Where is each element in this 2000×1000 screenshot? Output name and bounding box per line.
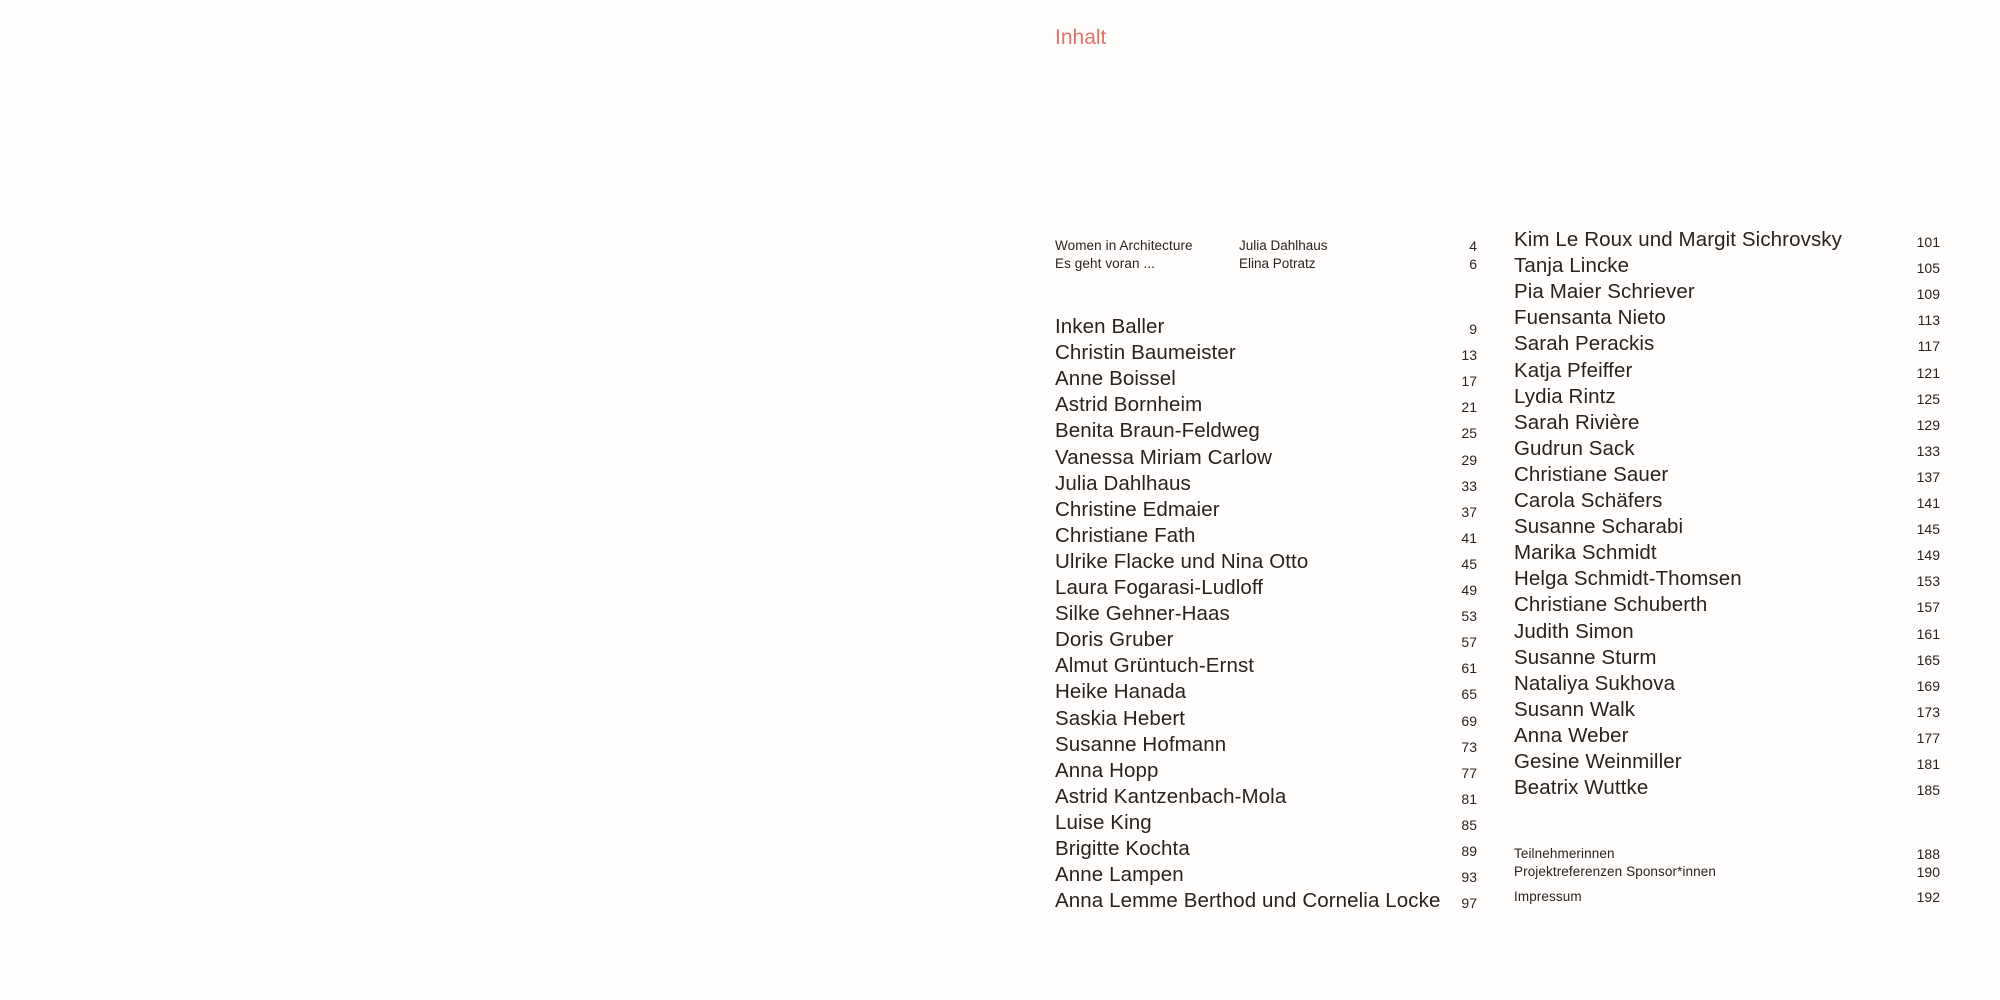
toc-entry-title: Almut Grüntuch-Ernst xyxy=(1055,654,1255,678)
toc-entry-title: Lydia Rintz xyxy=(1514,384,1616,408)
toc-entry-page-number: 13 xyxy=(1461,347,1477,364)
toc-entry-page-number: 169 xyxy=(1916,677,1940,694)
toc-entry-title: Silke Gehner-Haas xyxy=(1055,602,1230,626)
toc-entry xyxy=(1514,306,1940,332)
toc-entry-page-number: 9 xyxy=(1469,321,1477,338)
toc-entry-title: Anne Lampen xyxy=(1055,863,1184,887)
toc-entry xyxy=(1055,654,1477,680)
toc-entry xyxy=(1055,419,1477,445)
toc-entry-page-number: 69 xyxy=(1461,712,1477,729)
toc-entry-title: Fuensanta Nieto xyxy=(1514,306,1666,330)
toc-entry xyxy=(1514,593,1940,619)
toc-entry-title: Helga Schmidt-Thomsen xyxy=(1514,567,1742,591)
toc-entry xyxy=(1055,445,1477,471)
toc-entry-page-number: 49 xyxy=(1461,582,1477,599)
toc-entry xyxy=(1514,863,1940,882)
toc-entry xyxy=(1514,489,1940,515)
toc-entry-title: Astrid Kantzenbach-Mola xyxy=(1055,784,1287,808)
toc-entry xyxy=(1514,724,1940,750)
toc-entry xyxy=(1055,315,1477,341)
toc-entry xyxy=(1055,785,1477,811)
toc-entry-title: Anna Lemme Berthod und Cornelia Locke xyxy=(1055,889,1441,913)
toc-entry-page-number: 177 xyxy=(1916,729,1940,746)
toc-entry-title: Laura Fogarasi-Ludloff xyxy=(1055,576,1264,600)
toc-entry-page-number: 4 xyxy=(1469,237,1477,254)
toc-entry-title: Christine Edmaier xyxy=(1055,497,1220,521)
toc-entry xyxy=(1514,358,1940,384)
toc-entry-title: Marika Schmidt xyxy=(1514,541,1657,565)
toc-entry-page-number: 192 xyxy=(1916,888,1940,905)
toc-entry xyxy=(1055,706,1477,732)
toc-entry-page-number: 190 xyxy=(1916,864,1940,881)
toc-right-column xyxy=(1514,228,1940,906)
toc-entry-page-number: 121 xyxy=(1916,364,1940,381)
toc-entry xyxy=(1514,385,1940,411)
toc-entry-title: Women in Architecture xyxy=(1055,237,1193,253)
toc-entry-page-number: 141 xyxy=(1916,495,1940,512)
toc-entry xyxy=(1055,837,1477,863)
toc-entry xyxy=(1514,254,1940,280)
toc-entry xyxy=(1514,887,1940,906)
toc-entry-title: Projektreferenzen Sponsor*innen xyxy=(1514,864,1716,880)
toc-entry-title: Vanessa Miriam Carlow xyxy=(1055,445,1273,469)
toc-entry xyxy=(1055,472,1477,498)
toc-entry xyxy=(1514,750,1940,776)
toc-entry-page-number: 65 xyxy=(1461,686,1477,703)
toc-entry xyxy=(1055,393,1477,419)
toc-entry-page-number: 29 xyxy=(1461,451,1477,468)
toc-entry-title: Carola Schäfers xyxy=(1514,489,1663,513)
toc-entry-title: Astrid Bornheim xyxy=(1055,393,1203,417)
toc-entry-title: Kim Le Roux und Margit Sichrovsky xyxy=(1514,228,1843,252)
toc-entry xyxy=(1055,236,1477,255)
toc-entry-title: Beatrix Wuttke xyxy=(1514,776,1649,800)
toc-entry-page-number: 61 xyxy=(1461,660,1477,677)
toc-entry-title: Christin Baumeister xyxy=(1055,341,1236,365)
toc-entry xyxy=(1514,844,1940,863)
toc-entry xyxy=(1514,463,1940,489)
toc-entry-page-number: 145 xyxy=(1916,521,1940,538)
toc-entry xyxy=(1055,811,1477,837)
toc-entry-page-number: 129 xyxy=(1916,416,1940,433)
toc-entry xyxy=(1514,567,1940,593)
toc-entry xyxy=(1055,255,1477,274)
toc-entry-title: Ulrike Flacke und Nina Otto xyxy=(1055,549,1309,573)
toc-entry-page-number: 25 xyxy=(1461,425,1477,442)
toc-entry xyxy=(1514,698,1940,724)
toc-entry-page-number: 165 xyxy=(1916,651,1940,668)
toc-entry xyxy=(1055,733,1477,759)
toc-entry-title: Susanne Hofmann xyxy=(1055,732,1227,756)
toc-entry-page-number: 133 xyxy=(1916,442,1940,459)
toc-entry-page-number: 117 xyxy=(1917,338,1940,355)
toc-entry-title: Anne Boissel xyxy=(1055,367,1176,391)
toc-entry-page-number: 33 xyxy=(1461,477,1477,494)
toc-entry-page-number: 101 xyxy=(1916,234,1940,251)
toc-entry-title: Tanja Lincke xyxy=(1514,254,1630,278)
toc-entry-title: Sarah Perackis xyxy=(1514,332,1655,356)
toc-entry-title: Susanne Sturm xyxy=(1514,645,1657,669)
toc-entry-title: Christiane Fath xyxy=(1055,523,1196,547)
toc-entry-page-number: 77 xyxy=(1461,764,1477,781)
toc-entry-title: Susanne Scharabi xyxy=(1514,515,1684,539)
toc-entry-page-number: 85 xyxy=(1461,816,1477,833)
toc-entry-title: Impressum xyxy=(1514,888,1582,904)
toc-entry-title: Saskia Hebert xyxy=(1055,706,1186,730)
toc-entry-title: Katja Pfeiffer xyxy=(1514,358,1633,382)
toc-entry xyxy=(1055,628,1477,654)
spacer xyxy=(1055,273,1477,315)
toc-entry-title: Es geht voran ... xyxy=(1055,256,1156,271)
toc-entry-title: Judith Simon xyxy=(1514,619,1634,643)
toc-entry-page-number: 81 xyxy=(1461,790,1477,807)
spacer xyxy=(1514,802,1940,844)
toc-entry-title: Gudrun Sack xyxy=(1514,436,1635,460)
toc-entry-author: Julia Dahlhaus xyxy=(1239,237,1328,253)
toc-entry-title: Heike Hanada xyxy=(1055,680,1187,704)
toc-entry-page-number: 153 xyxy=(1916,573,1940,590)
toc-entry-title: Nataliya Sukhova xyxy=(1514,671,1676,695)
toc-entry-title: Teilnehmerinnen xyxy=(1514,845,1615,861)
toc-entry-title: Pia Maier Schriever xyxy=(1514,280,1695,304)
toc-entry xyxy=(1514,672,1940,698)
toc-entry xyxy=(1514,619,1940,645)
toc-entry-page-number: 93 xyxy=(1461,869,1477,886)
toc-entry-page-number: 17 xyxy=(1461,373,1477,390)
toc-entry xyxy=(1514,646,1940,672)
toc-entry xyxy=(1055,863,1477,889)
toc-entry-page-number: 53 xyxy=(1461,608,1477,625)
toc-entry xyxy=(1514,411,1940,437)
toc-entry-page-number: 6 xyxy=(1469,256,1477,272)
toc-entry-page-number: 181 xyxy=(1916,755,1940,772)
toc-entry-title: Brigitte Kochta xyxy=(1055,836,1190,860)
toc-left-column xyxy=(1055,236,1477,915)
toc-entry-title: Inken Baller xyxy=(1055,315,1165,339)
toc-entry xyxy=(1055,576,1477,602)
toc-entry-page-number: 41 xyxy=(1461,529,1477,546)
toc-entry-title: Benita Braun-Feldweg xyxy=(1055,419,1260,443)
toc-entry-page-number: 105 xyxy=(1916,260,1940,277)
toc-entry xyxy=(1514,776,1940,802)
toc-entry-page-number: 137 xyxy=(1916,468,1940,485)
toc-entry-title: Gesine Weinmiller xyxy=(1514,749,1682,773)
page-title: Inhalt xyxy=(1055,26,1107,49)
toc-entry-page-number: 173 xyxy=(1916,703,1940,720)
toc-entry-page-number: 125 xyxy=(1916,390,1940,407)
toc-entry-page-number: 109 xyxy=(1916,286,1940,303)
toc-entry xyxy=(1514,228,1940,254)
toc-entry-page-number: 73 xyxy=(1461,738,1477,755)
toc-entry-page-number: 89 xyxy=(1461,842,1477,859)
toc-entry-title: Anna Weber xyxy=(1514,723,1629,747)
toc-entry-title: Luise King xyxy=(1055,810,1152,834)
toc-entry-title: Sarah Rivière xyxy=(1514,410,1640,434)
toc-entry xyxy=(1514,332,1940,358)
toc-entry xyxy=(1514,280,1940,306)
toc-entry xyxy=(1514,541,1940,567)
toc-entry-title: Christiane Sauer xyxy=(1514,462,1669,486)
toc-entry-page-number: 113 xyxy=(1917,312,1940,329)
toc-entry xyxy=(1055,524,1477,550)
toc-entry-page-number: 188 xyxy=(1916,845,1940,862)
toc-entry-title: Christiane Schuberth xyxy=(1514,593,1708,617)
toc-entry-page-number: 161 xyxy=(1916,625,1940,642)
toc-entry-page-number: 185 xyxy=(1916,782,1940,799)
toc-entry xyxy=(1055,602,1477,628)
toc-entry xyxy=(1514,515,1940,541)
toc-entry-title: Susann Walk xyxy=(1514,697,1636,721)
toc-entry-author: Elina Potratz xyxy=(1239,256,1316,271)
toc-entry-title: Julia Dahlhaus xyxy=(1055,471,1191,495)
toc-entry xyxy=(1055,889,1477,915)
toc-entry-page-number: 45 xyxy=(1461,555,1477,572)
toc-entry-title: Doris Gruber xyxy=(1055,628,1174,652)
toc-entry-page-number: 157 xyxy=(1916,599,1940,616)
toc-entry-title: Anna Hopp xyxy=(1055,758,1159,782)
toc-entry xyxy=(1055,680,1477,706)
toc-entry-page-number: 149 xyxy=(1916,547,1940,564)
toc-entry xyxy=(1055,498,1477,524)
toc-entry xyxy=(1514,437,1940,463)
toc-entry xyxy=(1055,550,1477,576)
toc-entry-page-number: 57 xyxy=(1461,634,1477,651)
toc-entry-page-number: 37 xyxy=(1461,503,1477,520)
toc-entry xyxy=(1055,759,1477,785)
toc-entry xyxy=(1055,367,1477,393)
toc-entry-page-number: 21 xyxy=(1461,399,1477,416)
toc-entry-page-number: 97 xyxy=(1461,895,1477,912)
toc-entry xyxy=(1055,341,1477,367)
